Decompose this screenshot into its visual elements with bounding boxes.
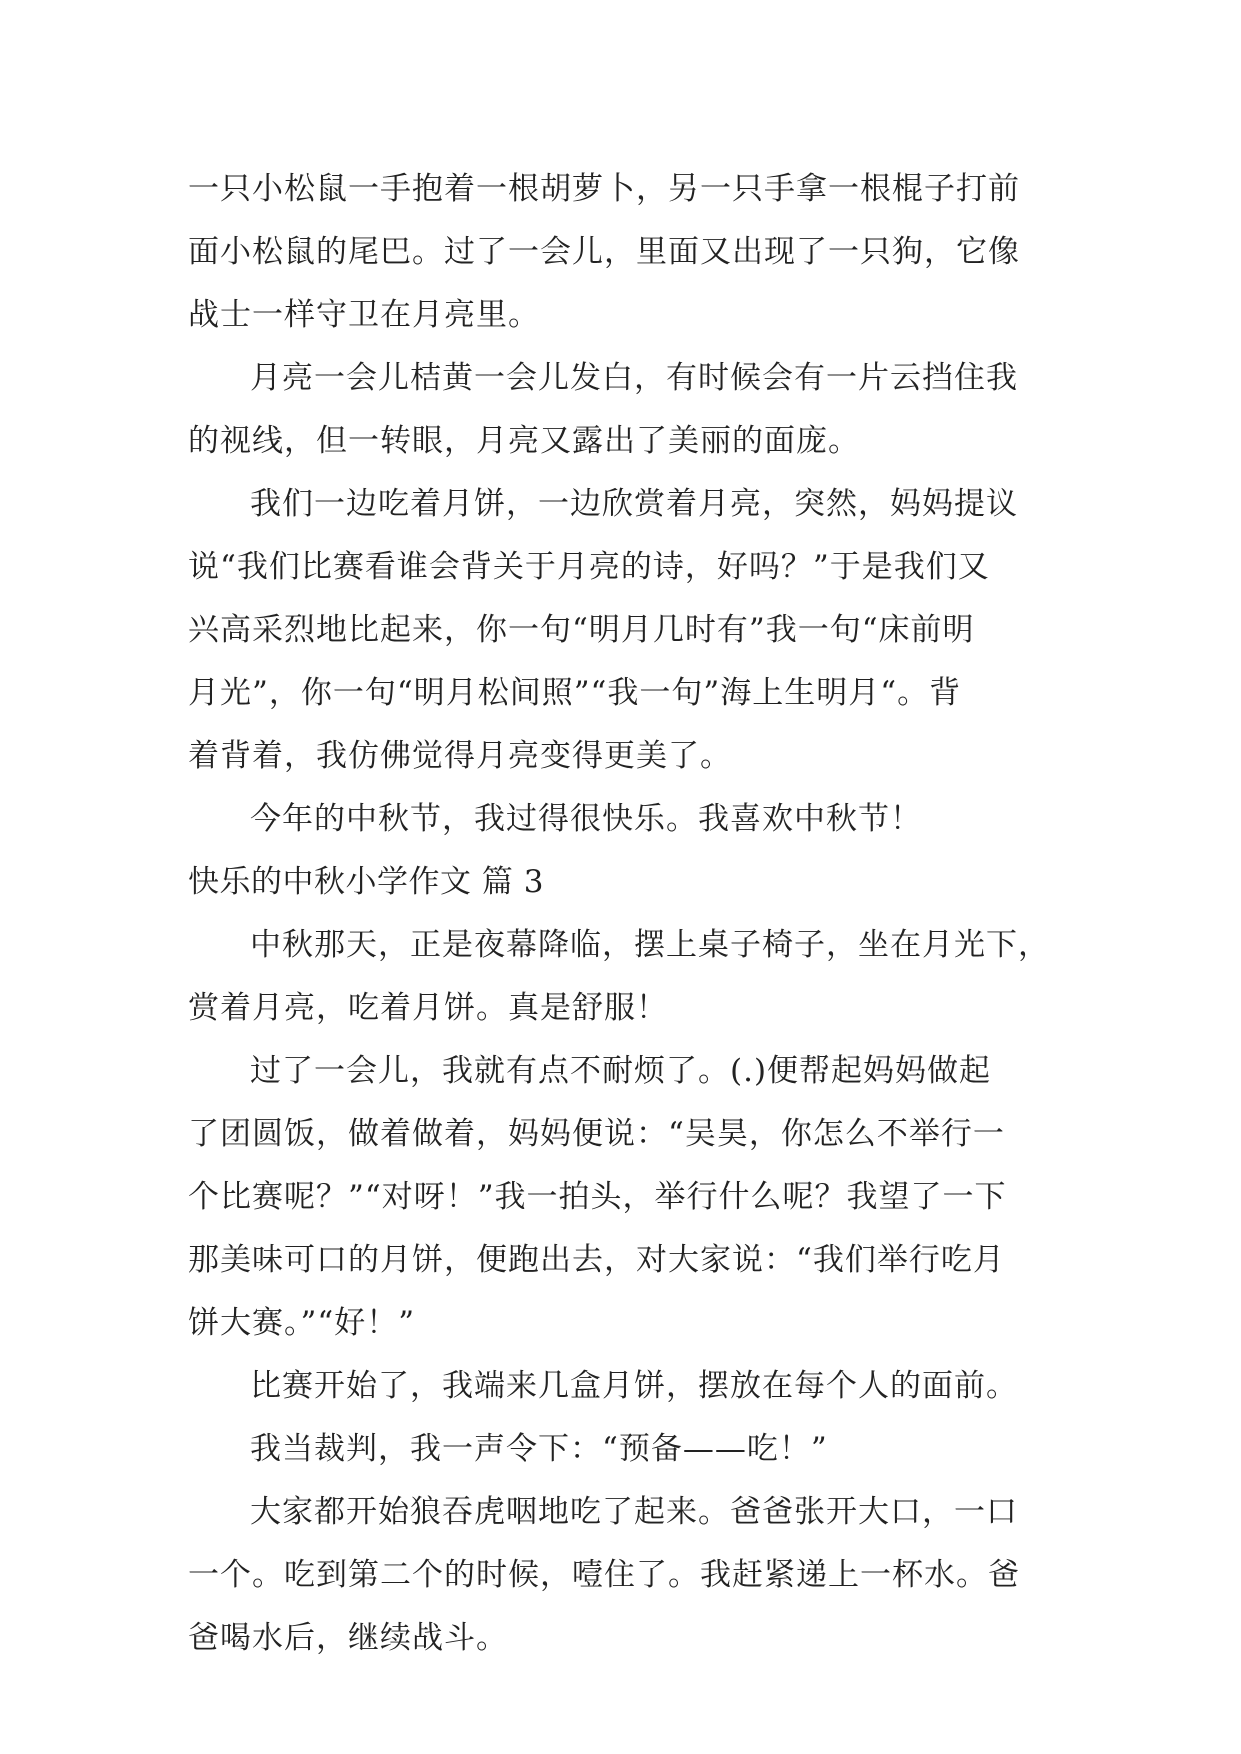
paragraph-start-line: 我们一边吃着月饼，一边欣赏着月亮，突然，妈妈提议 xyxy=(250,486,1018,522)
text-line: 个比赛呢？”“对呀！”我一拍头，举行什么呢？我望了一下 xyxy=(188,1179,1007,1215)
paragraph-start-line: 中秋那天，正是夜幕降临，摆上桌子椅子，坐在月光下， xyxy=(250,927,1050,963)
text-line: 一个。吃到第二个的时候，噎住了。我赶紧递上一杯水。爸 xyxy=(188,1557,1020,1593)
document-body xyxy=(188,158,1068,1670)
paragraph-start-line: 过了一会儿，我就有点不耐烦了。(.)便帮起妈妈做起 xyxy=(250,1053,992,1089)
text-line: 说“我们比赛看谁会背关于月亮的诗，好吗？”于是我们又 xyxy=(188,549,990,585)
text-line: 赏着月亮，吃着月饼。真是舒服！ xyxy=(188,990,668,1026)
paragraph-start-line: 今年的中秋节，我过得很快乐。我喜欢中秋节！ xyxy=(250,801,922,837)
paragraph-start-line: 月亮一会儿桔黄一会儿发白，有时候会有一片云挡住我 xyxy=(250,360,1018,396)
text-line: 饼大赛。”“好！” xyxy=(188,1305,416,1341)
text-line: 面小松鼠的尾巴。过了一会儿，里面又出现了一只狗，它像 xyxy=(188,234,1020,270)
text-line: 那美味可口的月饼，便跑出去，对大家说：“我们举行吃月 xyxy=(188,1242,1005,1278)
text-line: 着背着，我仿佛觉得月亮变得更美了。 xyxy=(188,738,732,774)
text-line: 的视线，但一转眼，月亮又露出了美丽的面庞。 xyxy=(188,423,860,459)
paragraph-start-line: 我当裁判，我一声令下：“预备——吃！” xyxy=(250,1431,828,1467)
text-line: 爸喝水后，继续战斗。 xyxy=(188,1620,508,1656)
text-line: 月光”，你一句“明月松间照”“我一句”海上生明月“。背 xyxy=(188,675,962,711)
text-line: 了团圆饭，做着做着，妈妈便说：“吴昊，你怎么不举行一 xyxy=(188,1116,1005,1152)
paragraph-start-line: 大家都开始狼吞虎咽地吃了起来。爸爸张开大口，一口 xyxy=(250,1494,1018,1530)
text-line: 兴高采烈地比起来，你一句“明月几时有”我一句“床前明 xyxy=(188,612,975,648)
paragraph-start-line: 比赛开始了，我端来几盒月饼，摆放在每个人的面前。 xyxy=(250,1368,1018,1404)
section-heading: 快乐的中秋小学作文 篇 3 xyxy=(188,864,544,900)
text-line: 一只小松鼠一手抱着一根胡萝卜，另一只手拿一根棍子打前 xyxy=(188,171,1020,207)
text-line: 战士一样守卫在月亮里。 xyxy=(188,297,540,333)
